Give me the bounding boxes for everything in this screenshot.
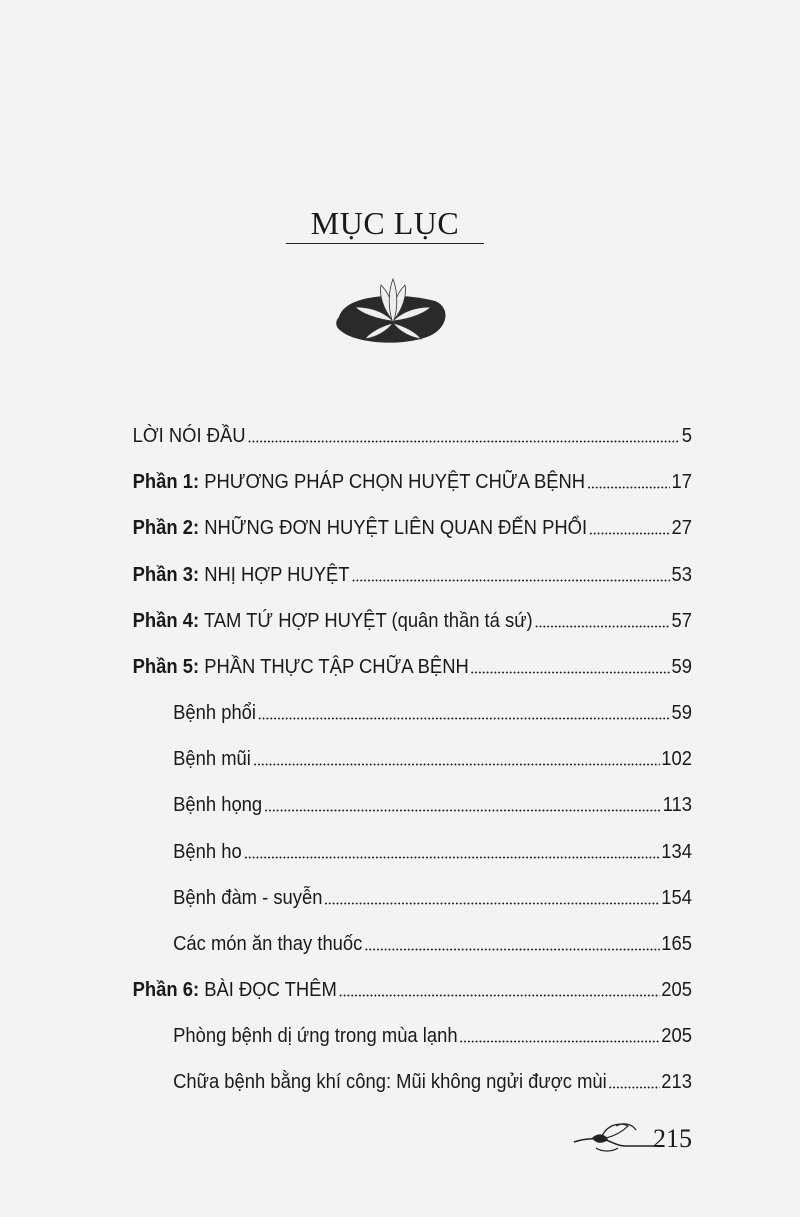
toc-entry: Phần 6: BÀI ĐỌC THÊM 205 — [132, 979, 692, 1001]
dot-leader — [459, 1040, 659, 1043]
page-number: 215 — [653, 1124, 692, 1153]
dot-leader — [471, 671, 670, 674]
title-underline — [286, 243, 484, 244]
toc-entry: Phần 2: NHỮNG ĐƠN HUYỆT LIÊN QUAN ĐẾN PHỔI 27 — [132, 517, 692, 539]
toc-page-number: 59 — [671, 702, 692, 724]
toc-page-number: 154 — [661, 887, 692, 909]
dot-leader — [244, 856, 660, 859]
toc-page-number: 134 — [661, 841, 692, 863]
toc-page-number: 205 — [661, 979, 692, 1001]
toc-entry: Bệnh phổi 59 — [173, 702, 692, 724]
toc-page-number: 5 — [681, 425, 692, 447]
toc-entry: Các món ăn thay thuốc 165 — [173, 933, 692, 955]
toc-page-number: 53 — [671, 564, 692, 586]
dot-leader — [535, 625, 670, 628]
toc-entry: Chữa bệnh bằng khí công: Mũi không ngửi được mùi 213 — [173, 1071, 692, 1093]
toc-entry: Bệnh họng 113 — [173, 794, 692, 816]
dot-leader — [264, 809, 661, 812]
lotus-ornament-icon — [335, 277, 451, 347]
dot-leader — [324, 902, 659, 905]
toc-entry: Bệnh ho 134 — [173, 841, 692, 863]
toc-entry: Bệnh mũi 102 — [173, 748, 692, 770]
toc-page-number: 57 — [671, 610, 692, 632]
dot-leader — [351, 579, 669, 582]
toc-page-number: 205 — [661, 1025, 692, 1047]
toc-page-number: 102 — [661, 748, 692, 770]
toc-page-number: 17 — [671, 471, 692, 493]
dot-leader — [364, 948, 659, 951]
dot-leader — [253, 763, 660, 766]
toc-entry: Phần 5: PHẦN THỰC TẬP CHỮA BỆNH 59 — [132, 656, 692, 678]
dot-leader — [609, 1086, 660, 1089]
page-title: MỤC LỤC — [310, 205, 460, 241]
dot-leader — [587, 486, 670, 489]
toc-entry: Phần 1: PHƯƠNG PHÁP CHỌN HUYỆT CHỮA BỆNH 17 — [132, 471, 692, 493]
dot-leader — [589, 532, 670, 535]
dot-leader — [339, 994, 660, 997]
toc-entry: LỜI NÓI ĐẦU 5 — [132, 425, 692, 447]
toc-page-number: 59 — [671, 656, 692, 678]
toc-entry: Bệnh đàm - suyễn 154 — [173, 887, 692, 909]
toc-entry: Phần 4: TAM TỨ HỢP HUYỆT (quân thần tá sứ) 57 — [132, 610, 692, 632]
dot-leader — [258, 717, 670, 720]
toc-page-number: 27 — [671, 517, 692, 539]
dot-leader — [247, 440, 680, 443]
toc-entry: Phòng bệnh dị ứng trong mùa lạnh 205 — [173, 1025, 692, 1047]
toc-page-number: 165 — [661, 933, 692, 955]
toc-page-number: 113 — [662, 794, 692, 816]
toc-page-number: 213 — [661, 1071, 692, 1093]
toc-entry: Phần 3: NHỊ HỢP HUYỆT 53 — [132, 564, 692, 586]
footer-ornament-icon — [572, 1116, 658, 1156]
